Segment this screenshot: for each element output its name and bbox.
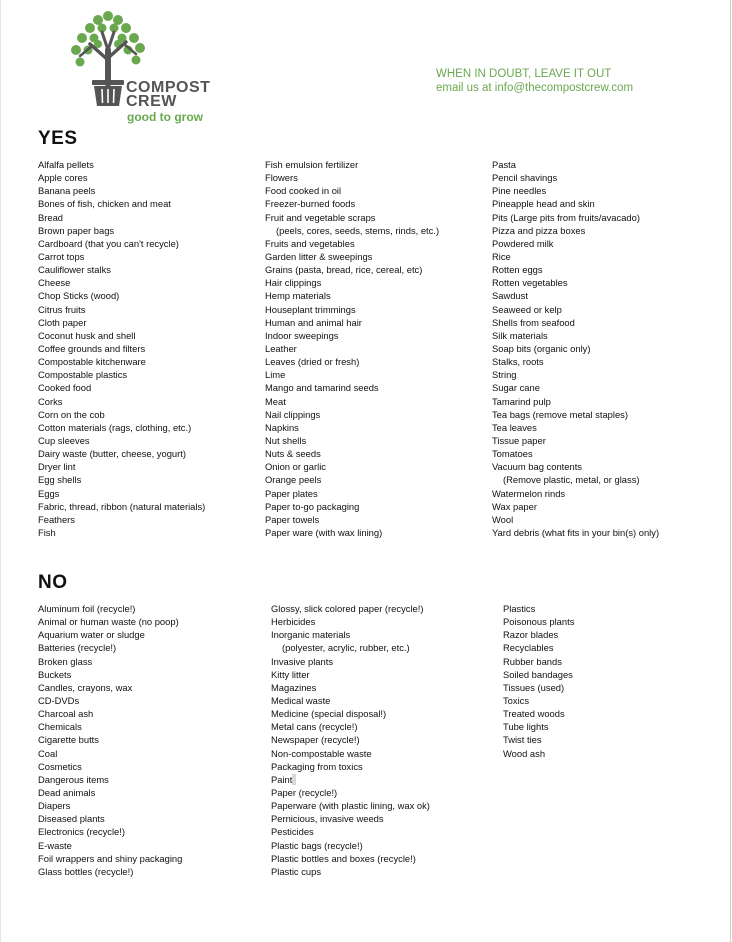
- list-item: Cotton materials (rags, clothing, etc.): [38, 421, 192, 433]
- contact-slogan: WHEN IN DOUBT, LEAVE IT OUT: [436, 68, 612, 80]
- yes-column-2: [265, 158, 439, 539]
- list-item: Fabric, thread, ribbon (natural materials): [38, 500, 206, 512]
- list-item: Candles, crayons, wax: [38, 681, 133, 693]
- no-column-3: [503, 602, 574, 760]
- list-item: Tea leaves: [492, 421, 537, 433]
- brand-name-line2: CREW: [126, 93, 177, 110]
- list-item: Compostable kitchenware: [38, 356, 146, 368]
- list-item: Coffee grounds and filters: [38, 342, 146, 354]
- list-item: Cheese: [38, 277, 71, 289]
- list-item: Powdered milk: [492, 237, 554, 249]
- list-item: Vacuum bag contents: [492, 461, 582, 473]
- list-item: Paper to-go packaging: [265, 500, 360, 512]
- list-item: Magazines: [271, 681, 317, 693]
- list-item: Mango and tamarind seeds: [265, 382, 379, 394]
- list-item: Bread: [38, 211, 64, 223]
- list-item: Flowers: [265, 172, 298, 184]
- list-item: Glossy, slick colored paper (recycle!): [271, 603, 424, 614]
- list-item: Citrus fruits: [38, 303, 86, 315]
- list-item: Pernicious, invasive weeds: [271, 813, 384, 825]
- list-item: Pesticides: [271, 826, 314, 838]
- brand-tagline: good to grow: [127, 110, 203, 124]
- list-item: Medicine (special disposal!): [271, 708, 387, 720]
- list-item: Poisonous plants: [503, 616, 575, 628]
- list-item: Indoor sweepings: [265, 329, 339, 341]
- list-item: Houseplant trimmings: [265, 303, 356, 315]
- list-item: Corn on the cob: [38, 408, 105, 420]
- page-right-edge: [730, 0, 731, 942]
- list-item: Broken glass: [38, 655, 93, 667]
- no-column-2: [271, 602, 430, 878]
- list-item: Tomatoes: [492, 448, 533, 460]
- list-item: Tissues (used): [503, 681, 565, 693]
- list-item: Cauliflower stalks: [38, 264, 111, 276]
- list-item: Aluminum foil (recycle!): [38, 603, 136, 614]
- list-item: Tube lights: [503, 721, 549, 733]
- list-item: Non-compostable waste: [271, 747, 372, 759]
- list-item: Dangerous items: [38, 773, 109, 785]
- list-item: Wax paper: [492, 500, 537, 512]
- list-item: Napkins: [265, 421, 299, 433]
- list-item: Twist ties: [503, 734, 542, 746]
- list-item: Hair clippings: [265, 277, 322, 289]
- list-item: String: [492, 369, 517, 381]
- list-item: Onion or garlic: [265, 461, 326, 473]
- list-item: Paper plates: [265, 487, 318, 499]
- list-item: Tissue paper: [492, 434, 546, 446]
- list-item: Packaging from toxics: [271, 760, 363, 772]
- list-item: Paint: [271, 773, 430, 786]
- list-item: Cooked food: [38, 382, 92, 394]
- list-item: Compostable plastics: [38, 369, 128, 381]
- list-item: Fruit and vegetable scraps: [265, 211, 376, 223]
- list-item: Cloth paper: [38, 316, 87, 328]
- list-item: Garden litter & sweepings: [265, 250, 373, 262]
- list-item: Plastic bottles and boxes (recycle!): [271, 852, 416, 864]
- list-item: Pizza and pizza boxes: [492, 224, 586, 236]
- list-item: Corks: [38, 395, 63, 407]
- contact-email[interactable]: email us at info@thecompostcrew.com: [436, 82, 634, 94]
- list-item: Cardboard (that you can't recycle): [38, 237, 179, 249]
- list-item: Toxics: [503, 694, 530, 706]
- list-item: Soiled bandages: [503, 668, 573, 680]
- list-item: Silk materials: [492, 329, 548, 341]
- list-item: Treated woods: [503, 708, 565, 720]
- text-cursor-highlight: [292, 774, 296, 785]
- list-item: Medical waste: [271, 694, 331, 706]
- no-heading: NO: [38, 572, 68, 593]
- list-item: Dairy waste (butter, cheese, yogurt): [38, 448, 186, 460]
- list-item: E-waste: [38, 839, 72, 851]
- list-item: (polyester, acrylic, rubber, etc.): [282, 642, 410, 654]
- list-item: Leather: [265, 342, 297, 354]
- list-item: Sawdust: [492, 290, 528, 302]
- list-item: Grains (pasta, bread, rice, cereal, etc): [265, 264, 423, 276]
- list-item: Tea bags (remove metal staples): [492, 408, 628, 420]
- list-item: Pits (Large pits from fruits/avacado): [492, 211, 640, 223]
- list-item: Electronics (recycle!): [38, 826, 125, 838]
- list-item: Diseased plants: [38, 813, 105, 825]
- list-item: Cosmetics: [38, 760, 82, 772]
- page-left-edge: [0, 0, 1, 942]
- list-item: Meat: [265, 395, 286, 407]
- list-item: Glass bottles (recycle!): [38, 865, 134, 877]
- list-item: CD-DVDs: [38, 694, 80, 706]
- list-item: Rotten eggs: [492, 264, 543, 276]
- list-item: Charcoal ash: [38, 708, 94, 720]
- list-item: Lime: [265, 369, 286, 381]
- list-item: Leaves (dried or fresh): [265, 356, 360, 368]
- list-item: (Remove plastic, metal, or glass): [503, 474, 640, 486]
- list-item: Fish emulsion fertilizer: [265, 159, 359, 170]
- list-item: Coconut husk and shell: [38, 329, 136, 341]
- list-item: Feathers: [38, 513, 75, 525]
- list-item: Food cooked in oil: [265, 185, 342, 197]
- contact-info: [436, 67, 633, 95]
- list-item: Chop Sticks (wood): [38, 290, 120, 302]
- list-item: Bones of fish, chicken and meat: [38, 198, 171, 210]
- list-item: Eggs: [38, 487, 60, 499]
- list-item: Foil wrappers and shiny packaging: [38, 852, 183, 864]
- list-item: Newspaper (recycle!): [271, 734, 360, 746]
- list-item: Chemicals: [38, 721, 82, 733]
- list-item: Buckets: [38, 668, 72, 680]
- yes-column-3: [492, 158, 659, 539]
- brand-name-line1: COMPOST: [126, 79, 211, 96]
- list-item: Alfalfa pellets: [38, 159, 94, 170]
- list-item: Egg shells: [38, 474, 82, 486]
- yes-column-1: [38, 158, 205, 539]
- list-item: Diapers: [38, 800, 71, 812]
- list-item: Paper (recycle!): [271, 786, 338, 798]
- list-item: Plastics: [503, 603, 536, 614]
- list-item: Paperware (with plastic lining, wax ok): [271, 800, 430, 812]
- list-item: Plastic bags (recycle!): [271, 839, 363, 851]
- list-item: Wood ash: [503, 747, 546, 759]
- list-item: Kitty litter: [271, 668, 310, 680]
- list-item: Paper towels: [265, 513, 320, 525]
- list-item: Apple cores: [38, 172, 88, 184]
- list-item: Carrot tops: [38, 250, 85, 262]
- list-item: Cup sleeves: [38, 434, 90, 446]
- list-item: Hemp materials: [265, 290, 331, 302]
- list-item: Metal cans (recycle!): [271, 721, 358, 733]
- list-item: Banana peels: [38, 185, 96, 197]
- list-item: Pine needles: [492, 185, 547, 197]
- list-item: Recyclables: [503, 642, 554, 654]
- list-item: Wool: [492, 513, 514, 525]
- list-item: Fruits and vegetables: [265, 237, 355, 249]
- list-item: Shells from seafood: [492, 316, 575, 328]
- list-item: Watermelon rinds: [492, 487, 566, 499]
- list-item: Razor blades: [503, 629, 559, 641]
- list-item: Inorganic materials: [271, 629, 351, 641]
- list-item: Nail clippings: [265, 408, 321, 420]
- yes-heading: YES: [38, 128, 78, 149]
- list-item: Human and animal hair: [265, 316, 362, 328]
- list-item: Herbicides: [271, 616, 316, 628]
- list-item: Stalks, roots: [492, 356, 544, 368]
- list-item: Orange peels: [265, 474, 322, 486]
- list-item: Pencil shavings: [492, 172, 558, 184]
- list-item: Coal: [38, 747, 58, 759]
- list-item: Dead animals: [38, 786, 96, 798]
- list-item: Sugar cane: [492, 382, 540, 394]
- list-item: Fish: [38, 526, 56, 538]
- list-item: Yard debris (what fits in your bin(s) only): [492, 526, 660, 538]
- list-item: Dryer lint: [38, 461, 76, 473]
- list-item: Animal or human waste (no poop): [38, 616, 179, 628]
- list-item: Seaweed or kelp: [492, 303, 562, 315]
- list-item: Pasta: [492, 159, 516, 170]
- list-item: Rice: [492, 250, 511, 262]
- list-item: Cigarette butts: [38, 734, 99, 746]
- list-item: Rotten vegetables: [492, 277, 568, 289]
- list-item: Soap bits (organic only): [492, 342, 591, 354]
- compost-crew-logo: [68, 10, 238, 130]
- list-item: Aquarium water or sludge: [38, 629, 145, 641]
- list-item: Pineapple head and skin: [492, 198, 595, 210]
- list-item: Invasive plants: [271, 655, 334, 667]
- list-item: Plastic cups: [271, 865, 322, 877]
- list-item: (peels, cores, seeds, stems, rinds, etc.): [276, 224, 440, 236]
- list-item: Tamarind pulp: [492, 395, 551, 407]
- list-item: Brown paper bags: [38, 224, 115, 236]
- list-item: Freezer-burned foods: [265, 198, 356, 210]
- list-item: Nut shells: [265, 434, 307, 446]
- no-column-1: [38, 602, 182, 878]
- list-item: Nuts & seeds: [265, 448, 321, 460]
- list-item: Batteries (recycle!): [38, 642, 117, 654]
- list-item: Paper ware (with wax lining): [265, 526, 383, 538]
- list-item: Rubber bands: [503, 655, 562, 667]
